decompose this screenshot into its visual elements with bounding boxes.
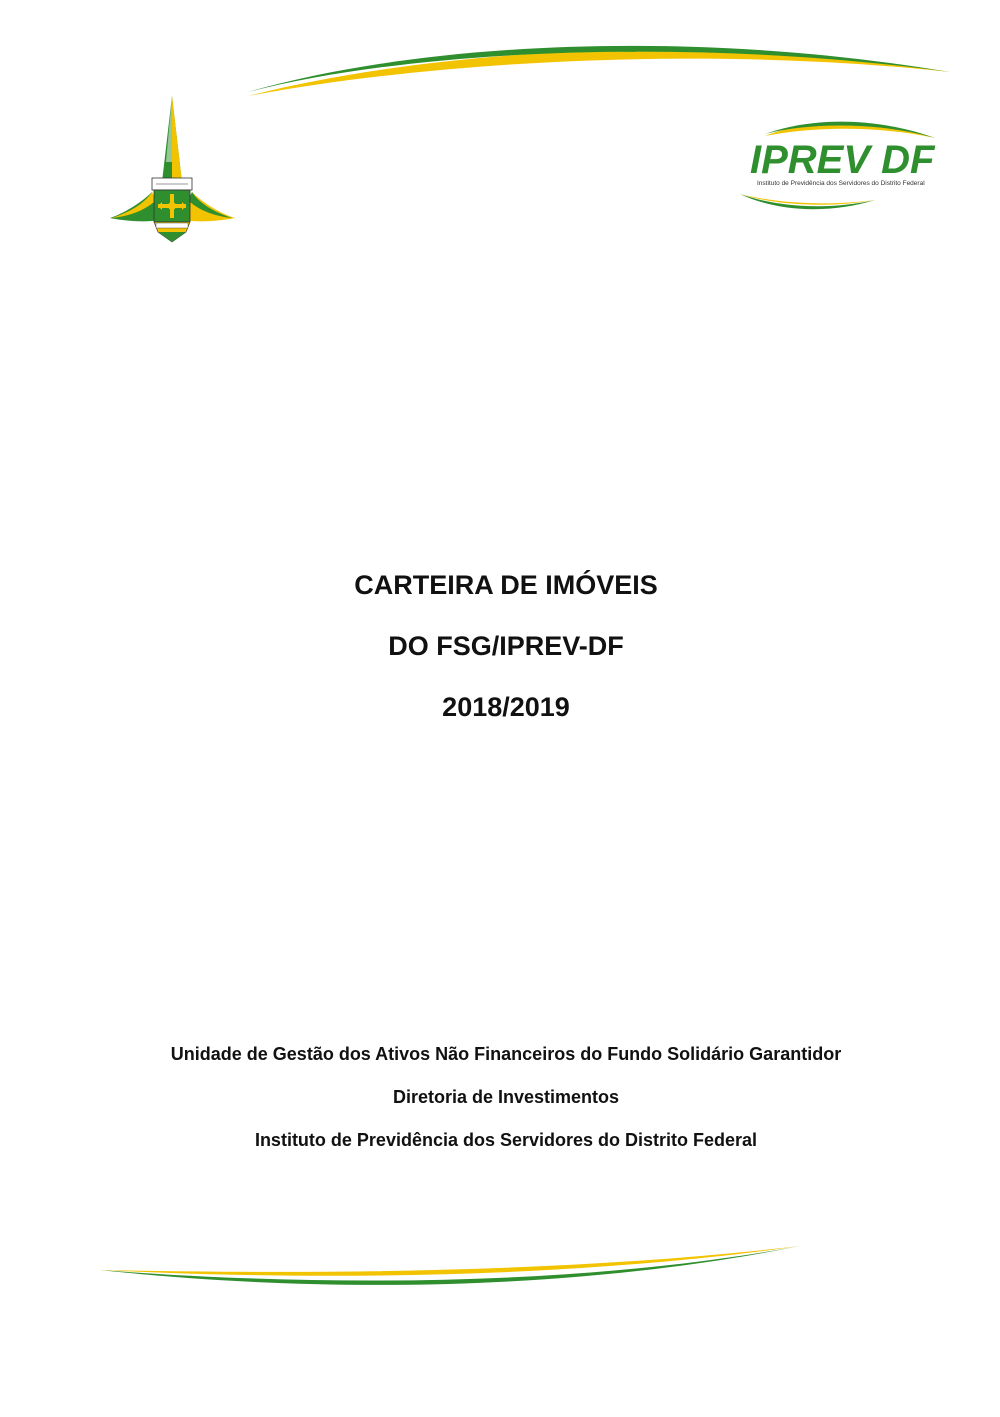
iprev-subtitle: Instituto de Previdência dos Servidores do Distrito Federal bbox=[757, 180, 925, 187]
iprev-df-logo bbox=[720, 118, 950, 218]
footer-directorate: Diretoria de Investimentos bbox=[392, 1087, 620, 1107]
title-line-3: 2018/2019 bbox=[442, 692, 570, 722]
institution-footer bbox=[0, 1033, 1000, 1162]
footer-institute: Instituto de Previdência dos Servidores do Distrito Federal bbox=[254, 1130, 758, 1150]
bottom-swoosh-decoration bbox=[0, 1230, 1000, 1310]
iprev-wordmark: IPREV DF bbox=[750, 138, 935, 182]
document-title bbox=[0, 555, 1000, 738]
title-line-1: CARTEIRA DE IMÓVEIS bbox=[354, 570, 658, 600]
coat-of-arms-icon bbox=[100, 92, 245, 252]
footer-unit: Unidade de Gestão dos Ativos Não Financeiros do Fundo Solidário Garantidor bbox=[170, 1044, 842, 1064]
title-line-2: DO FSG/IPREV-DF bbox=[388, 631, 624, 661]
